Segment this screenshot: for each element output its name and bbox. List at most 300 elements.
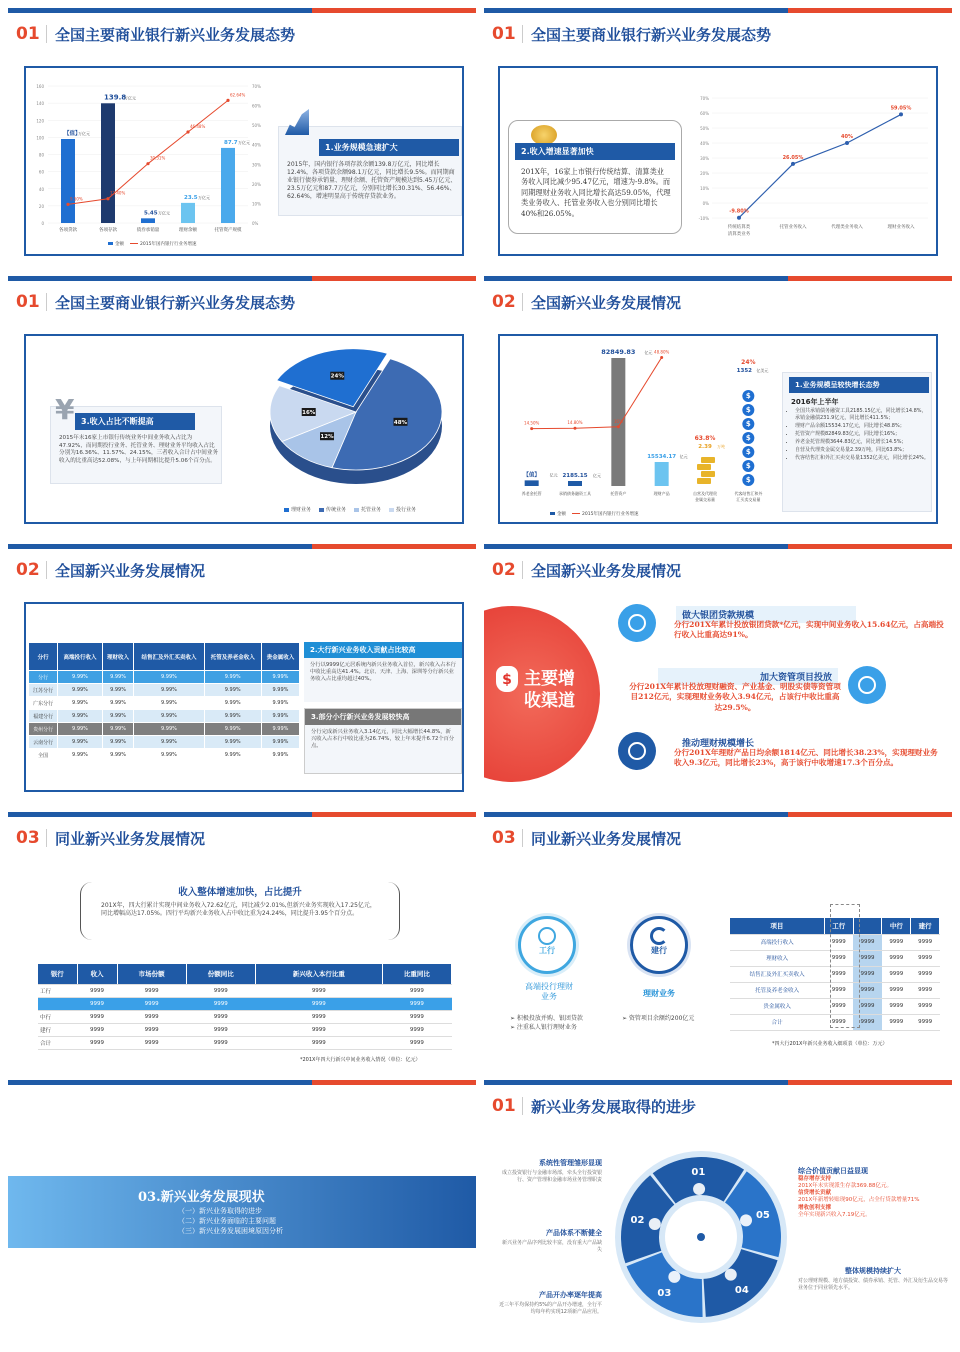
info-box [782, 372, 932, 512]
bullet-item: • 理财产品余额15534.17亿元，同比增长48.8%； [795, 423, 929, 430]
x-tick-line: 金属交易量 [695, 497, 715, 502]
data-label: 15534.17 [647, 454, 677, 461]
slide-title: 全国新兴业务发展情况 [55, 561, 206, 580]
box-text: 201X年，四大行累计实现中间业务收入72.62亿元，同比减少2.01%,但新兴业务实现收入17.25亿元，同比增幅高达17.05%。四行平均新兴业务收入占中收比重为24.24%，同比提升3.95个百分点。 [101, 902, 376, 918]
dollar-sign: $ [745, 448, 751, 456]
table-cell: 9.99% [134, 710, 204, 723]
data-label: -9.80% [729, 208, 749, 215]
table-cell: 9.99% [204, 723, 261, 736]
table-cell: 9999 [911, 950, 940, 966]
header-cell: 项目 [730, 918, 824, 934]
section-number: 03 [492, 828, 516, 848]
table-cell: 9.99% [261, 749, 299, 762]
x-tick-label: 传统结算类 [727, 225, 751, 230]
table-cell: 9.99% [58, 697, 102, 710]
table-row [29, 710, 300, 723]
table-cell: 9999 [882, 934, 911, 950]
y-tick-label: 140 [36, 101, 44, 107]
table-row [38, 1023, 452, 1036]
info-box [508, 120, 682, 234]
bullet-list [795, 408, 929, 463]
x-tick-label: 理财产品 [653, 491, 670, 496]
table-cell: 9999 [882, 998, 911, 1014]
top-bar [484, 544, 952, 549]
growth-point [66, 203, 69, 206]
growth-label: 62.64% [230, 92, 246, 98]
growth-point [617, 425, 620, 428]
slide-title: 全国主要商业银行新兴业务发展态势 [531, 25, 772, 44]
slide-5 [8, 544, 476, 796]
channel-text: 分行201X年累计投放银团贷款*亿元，实现中间业务收入15.64亿元，占高端投行收入比重高达91%。 [674, 620, 944, 640]
table-cell: 9999 [382, 1036, 451, 1049]
bullet-item: ➢ 资管项目余额约200亿元 [622, 1015, 695, 1022]
legend-label: 托管业务 [361, 507, 382, 513]
table-cell: 理财收入 [730, 950, 824, 966]
legend-item [354, 506, 381, 513]
section-banner [8, 1176, 476, 1248]
bullet-item: • 全国共承销债务融资工具2185.15亿元，同比增长14.8%，承销金融债231.9亿元，同比增长411.5%； [795, 408, 929, 422]
x-tick-label: 托管资产 [610, 491, 627, 496]
coin-icon [531, 125, 557, 145]
y-tick-label: 120 [36, 118, 44, 124]
content-frame [24, 334, 464, 524]
y-tick-label: -10% [698, 216, 709, 221]
y-tick-label: 10% [700, 186, 709, 191]
box-title: 收入整体增速加快，占比提升 [178, 887, 302, 898]
x-tick-label: 债券承销量 [136, 228, 160, 233]
box-title: 1.业务规模呈较快增长态势 [789, 377, 929, 393]
section-number: 01 [16, 24, 40, 44]
legend-swatch [284, 508, 289, 512]
gold-value: 2.39 [698, 444, 712, 450]
growth-label: 14.50% [524, 420, 540, 426]
y2-tick-label: 50% [252, 123, 261, 129]
table-cell: 9999 [911, 966, 940, 982]
banner-items [178, 1206, 283, 1236]
table-cell: 9.99% [102, 723, 134, 736]
table-row [38, 1010, 452, 1023]
slide-2 [484, 8, 952, 260]
yen-icon: ¥ [55, 393, 75, 426]
y-tick-label: 0 [41, 221, 44, 226]
slide-title: 全国新兴业务发展情况 [531, 293, 682, 312]
table-cell: 9999 [77, 1010, 117, 1023]
info-box-2 [304, 708, 462, 774]
x-tick-label [693, 490, 718, 502]
table-cell: 9999 [255, 1010, 382, 1023]
top-bar [8, 276, 476, 281]
content-frame [24, 66, 464, 256]
slice-label: 12% [320, 434, 334, 441]
table-cell: 9.99% [58, 710, 102, 723]
table-cell: 9999 [911, 982, 940, 998]
bank-circle-icbc [518, 916, 576, 974]
gold-unit: 万吨 [717, 444, 725, 449]
y2-tick-label: 0% [252, 221, 259, 226]
four-banks-table [38, 964, 452, 1050]
channel-title: 推动理财规模增长 [676, 734, 856, 751]
bullet-item: • 托管资产规模82849.83亿元，同比增长16%； [795, 431, 929, 438]
info-box [278, 126, 462, 216]
y2-tick-label: 40% [252, 142, 261, 148]
banner-item: （三）新兴业务发展困境原因分析 [178, 1227, 283, 1236]
table-cell: 9999 [186, 1023, 255, 1036]
table-cell: 9.99% [58, 671, 102, 684]
data-label: 2185.15 [562, 473, 588, 479]
point-line: 全年实现新兴收入7.19亿元。 [798, 1211, 871, 1218]
user-icon [618, 604, 656, 642]
channel-circle [484, 606, 600, 782]
data-label: 26.05% [782, 154, 804, 161]
dollar-sign: $ [745, 476, 751, 484]
section-number: 02 [16, 560, 40, 580]
table-cell: 9999 [117, 1036, 186, 1049]
table-cell: 9999 [255, 1036, 382, 1049]
table-cell: 9999 [382, 984, 451, 997]
header-cell: 贵金属收入 [261, 643, 299, 671]
table-cell: 福建分行 [29, 710, 58, 723]
bar [568, 481, 582, 486]
growth-line [739, 114, 901, 217]
slide-10 [484, 1080, 952, 1332]
progress-ring [606, 1142, 796, 1332]
legend-label: 金额 [115, 242, 124, 247]
point-title: 综合价值贡献日益显现 [798, 1166, 868, 1175]
table-row [29, 671, 300, 684]
table-cell: 9999 [882, 966, 911, 982]
bar [61, 139, 75, 223]
table-cell: 9999 [255, 997, 382, 1010]
data-unit: 万亿元 [158, 210, 170, 216]
branch-income-table [28, 642, 300, 762]
table-cell: 9999 [117, 997, 186, 1010]
gold-bar-icon [701, 471, 715, 477]
bullet-item: • 养老金托管规模3644.83亿元，同比增长14.5%； [795, 439, 929, 446]
gold-bar-icon [701, 457, 715, 463]
banner-title: 03.新兴业务发展现状 [138, 1190, 265, 1205]
x-tick-label: 代理类业务收入 [831, 225, 863, 230]
table-cell: 9999 [824, 966, 853, 982]
table-cell: 9999 [882, 950, 911, 966]
table-cell: 分行 [29, 671, 58, 684]
top-bar [484, 812, 952, 817]
legend-label: 2015年国内银行行业务增速 [582, 512, 639, 517]
header-cell: 比重同比 [382, 964, 451, 984]
point-text: 近三年平均保持约5%的产品开办增速，全行平均每年约实现12项新产品应用。 [499, 1302, 602, 1315]
legend-item [284, 506, 311, 513]
header-cell: 份额同比 [186, 964, 255, 984]
dollar-sign: $ [745, 434, 751, 442]
box-subtitle: 2016年上半年 [791, 398, 839, 406]
table-cell: 江苏分行 [29, 684, 58, 697]
content-frame [498, 66, 938, 256]
x-tick-label: 托管业务收入 [779, 225, 807, 230]
y-tick-label: 50% [700, 126, 709, 131]
table-cell: 9.99% [261, 684, 299, 697]
section-number: 03 [16, 828, 40, 848]
table-cell: 9.99% [102, 697, 134, 710]
x-tick-label: 清算类业务 [727, 232, 751, 237]
section-number: 02 [492, 560, 516, 580]
top-bar [8, 544, 476, 549]
table-cell: 9.99% [204, 736, 261, 749]
y2-tick-label: 20% [252, 181, 261, 187]
box-title: 3.部分小行新兴业务发展较快高 [305, 709, 461, 725]
slide-9 [8, 1080, 476, 1332]
data-point [791, 162, 795, 166]
table-cell: 9.99% [102, 671, 134, 684]
table-cell: 广东分行 [29, 697, 58, 710]
table-row [29, 697, 300, 710]
slide-title: 全国新兴业务发展情况 [531, 561, 682, 580]
segment-icon [693, 1183, 705, 1195]
table-cell: 9999 [382, 1023, 451, 1036]
header-cell: 新兴收入本行比重 [255, 964, 382, 984]
y2-tick-label: 30% [252, 162, 261, 168]
data-label: 23.5 [184, 194, 198, 201]
slice-label: 24% [330, 373, 344, 380]
data-unit: 万亿元 [238, 139, 250, 145]
table-cell: 全国 [29, 749, 58, 762]
y2-tick-label: 60% [252, 103, 261, 109]
x-tick-label: 理财余额 [179, 228, 197, 233]
header-cell: 结售汇及外汇买卖收入 [134, 643, 204, 671]
y-tick-label: 0% [702, 201, 709, 206]
channel-title: 加大资管项目投放 [658, 668, 838, 685]
x-tick-label: 托管资产规模 [214, 228, 242, 233]
table-cell: 9999 [911, 1014, 940, 1030]
table-cell: 9999 [911, 934, 940, 950]
box-text: 201X年，16家上市银行传统结算、清算类业务收入同比减少95.47亿元，增速为-9.8%。而同期理财业务收入同比增长高达59.05%，代理类业务收入、托管业务收入也分别同比增长40%和26.05%。 [521, 167, 671, 218]
bar [141, 218, 155, 223]
data-point [899, 112, 903, 116]
chart-growth-icon [285, 109, 309, 135]
left-point [498, 1290, 602, 1316]
table-cell: 工行 [38, 984, 77, 997]
table-cell: 9.99% [134, 671, 204, 684]
bank-name: 建行 [651, 946, 667, 955]
table-cell: 9999 [255, 1023, 382, 1036]
data-unit: 万亿元 [124, 95, 136, 101]
table-cell: 9.99% [204, 697, 261, 710]
gold-bar-icon [697, 464, 711, 470]
table-header-row [29, 643, 300, 671]
income-growth-line-chart [688, 68, 938, 256]
slice-label: 48% [393, 419, 408, 426]
table-cell: 9999 [77, 1023, 117, 1036]
legend-label: 金额 [557, 512, 566, 517]
channel-text: 分行201X年累计投放理财融资、产业基金、明股实债等资管项目212亿元，实现理财业务收入3.94亿元，占该行中收比重高达29.5%。 [629, 682, 841, 712]
table-cell: 9999 [853, 998, 882, 1014]
legend-swatch [550, 512, 555, 515]
table-cell: 9.99% [261, 736, 299, 749]
right-point [798, 1166, 948, 1219]
table-row [38, 997, 452, 1010]
section-number: 01 [492, 24, 516, 44]
table-cell: 9999 [824, 998, 853, 1014]
ccb-bullets [622, 1014, 694, 1023]
point-text: 对公理财规模、地方债投资、债券承销、托管、外汇及衍生品交易等业务位于同业领先水平。 [798, 1278, 949, 1291]
table-cell: 9999 [824, 950, 853, 966]
table-row [29, 749, 300, 762]
table-cell: 9.99% [102, 736, 134, 749]
table-cell: 9.99% [134, 723, 204, 736]
legend-swatch [354, 508, 359, 512]
x-tick-label: 养老金托管 [521, 491, 542, 496]
table-cell: 9.99% [134, 684, 204, 697]
legend-swatch [319, 508, 324, 512]
x-tick-line: 代客结售汇和外 [734, 491, 763, 496]
x-tick-line: 自营及代理贵 [693, 491, 717, 496]
growth-label: 46.48% [190, 124, 206, 130]
info-box [50, 393, 222, 484]
channel-title: 做大银团贷款规模 [676, 606, 856, 623]
table-cell: 9999 [77, 997, 117, 1010]
box-title: 2.大行新兴业务收入贡献占比较高 [304, 642, 462, 658]
box-title: 1.业务规模急速扩大 [319, 139, 459, 156]
slice-label: 16% [302, 410, 316, 417]
growth-point [186, 130, 189, 133]
segment-icon [740, 1214, 752, 1226]
table-row [38, 1036, 452, 1049]
growth-point [146, 162, 149, 165]
center-icon [697, 1233, 705, 1241]
table-cell: 9.99% [102, 749, 134, 762]
bullet-item: • 自营及代理贵金属交易量2.39万吨，同比63.8%； [795, 447, 929, 454]
data-label: 87.7 [224, 139, 238, 146]
x-tick-label: 各项存款 [99, 228, 117, 233]
legend-item [319, 506, 346, 513]
highlight-column [830, 904, 860, 1028]
table-cell: 9999 [853, 966, 882, 982]
table-cell: 中行 [38, 1010, 77, 1023]
table-cell: 9999 [824, 1014, 853, 1030]
slide-6 [484, 544, 952, 796]
left-point [498, 1158, 602, 1184]
header-cell: 托管及养老金收入 [204, 643, 261, 671]
banner-item: （一）新兴业务取得的进步 [178, 1207, 262, 1215]
header-cell: 市场份额 [117, 964, 186, 984]
left-point [498, 1228, 602, 1254]
segment-number: 04 [734, 1284, 749, 1296]
dollar-sign: $ [745, 392, 751, 400]
content-frame [24, 602, 464, 792]
table-cell: 9.99% [134, 697, 204, 710]
box-text: 分行完成新兴业务收入3.14亿元，同比大幅增长44.8%，新兴收入占本行中收比重为26.74%，较上年末提升6.72个百分点。 [311, 729, 455, 750]
table-cell: 9999 [911, 998, 940, 1014]
data-unit: 亿元 [644, 350, 653, 355]
table-cell: 9999 [186, 997, 255, 1010]
growth-line [532, 357, 662, 428]
table-row [29, 684, 300, 697]
coins-icon-glyph [858, 676, 876, 694]
icbc-bullets [510, 1014, 583, 1032]
bank-name: 工行 [539, 946, 555, 955]
table-cell [38, 997, 77, 1010]
box-text: 2015年末16家上市银行传统业务中间业务收入占比为47.92%，而同期投行业务、托管业务、理财业务平均收入占比分别为16.36%、11.57%、24.15%，三者收入合计占中间业务收入的比重高达52.08%，与上年同期相比提升5.06个百分点。 [59, 435, 219, 464]
slide-title: 新兴业务发展取得的进步 [531, 1097, 697, 1116]
table-cell: 云南分行 [29, 736, 58, 749]
x-tick-label: 各项贷款 [59, 228, 77, 233]
table-cell: 高端投行收入 [730, 934, 824, 950]
gold-growth: 63.8% [694, 435, 716, 442]
segment-number: 05 [755, 1210, 770, 1222]
y-tick-label: 160 [36, 84, 44, 89]
table-cell: 9999 [255, 984, 382, 997]
top-bar [8, 1080, 476, 1085]
money-bag-icon: $ [496, 666, 518, 692]
y-tick-label: 40 [38, 186, 44, 192]
data-label: 59.05% [890, 105, 912, 112]
business-scale-chart [500, 336, 776, 524]
table-cell: 9.99% [261, 710, 299, 723]
growth-bar-chart [26, 68, 276, 256]
x-tick-label: 承销债务融资工具 [559, 491, 591, 496]
segment-number: 02 [630, 1215, 645, 1227]
channel-item [618, 604, 948, 660]
table-cell: 9.99% [261, 697, 299, 710]
table-cell: 9999 [824, 982, 853, 998]
table-cell: 9.99% [261, 723, 299, 736]
point-line: 201X年新增转贴现90亿元，占全行贷款增量71% [798, 1197, 920, 1204]
table-cell: 9999 [186, 984, 255, 997]
bank-label: 理财业务 [643, 989, 675, 998]
data-label: 40% [841, 134, 853, 140]
point-line: 增收创利支撑 [798, 1204, 832, 1211]
segment-number: 03 [657, 1287, 672, 1299]
header-cell: 银行 [38, 964, 77, 984]
y-tick-label: 20 [38, 203, 44, 209]
segment-icon [649, 1218, 661, 1230]
segment-number: 01 [691, 1167, 706, 1179]
slide-title: 全国主要商业银行新兴业务发展态势 [55, 293, 296, 312]
y-tick-label: 100 [36, 135, 44, 141]
table-cell: 9999 [853, 1014, 882, 1030]
table-cell: 9999 [853, 934, 882, 950]
point-text: 成立投资银行与金融市场部，牵头全行投资银行、资产管理和金融市场业务管理职责 [501, 1170, 602, 1183]
coins-icon [848, 666, 886, 704]
table-row [29, 723, 300, 736]
point-line: 201X年末实现派生存款369.88亿元。 [798, 1183, 893, 1190]
header-cell: 建行 [911, 918, 940, 934]
dollar-sign: $ [745, 420, 751, 428]
box-text: 分行以9999亿元居系统内新兴业务收入首位，新兴收入占本行中收比重高达41.4%。北京、天津、上海、深圳等分行新兴业务收入占比重均超过40%。 [310, 662, 456, 683]
channel-item [618, 666, 948, 722]
bar [101, 103, 115, 223]
table-cell: 贵州分行 [29, 723, 58, 736]
table-cell: 9999 [186, 1010, 255, 1023]
ccb-logo-icon [650, 927, 668, 945]
table-cell: 9.99% [204, 710, 261, 723]
point-line: 信贷增长贡献 [798, 1190, 832, 1197]
table-cell: 托管及养老金收入 [730, 982, 824, 998]
table-note: *201X年四大行新兴中间业务收入情况（单位：亿元） [300, 1057, 421, 1063]
point-title: 系统性管理雏形显现 [539, 1158, 602, 1167]
header-cell: 高端投行收入 [58, 643, 102, 671]
table-cell: 9999 [882, 982, 911, 998]
y2-tick-label: 10% [252, 201, 261, 207]
table-cell: 9.99% [261, 671, 299, 684]
bar [181, 203, 195, 223]
table-cell: 9.99% [134, 749, 204, 762]
table-cell: 9999 [117, 1010, 186, 1023]
income-share-pie-chart [256, 342, 456, 512]
growth-label: 16% [613, 418, 623, 424]
data-unit: 亿元 [593, 473, 601, 478]
table-cell: 9.99% [204, 684, 261, 697]
bank-circle-ccb [630, 916, 688, 974]
box-text: 2015年，国内银行各项存款余额139.8万亿元，同比增长12.4%，各项贷款余额98.1万亿元，同比增长9.5%。而同期商业银行债券承销量、理财余额、托管资产规模达到5.45万亿元、23.5万亿元和87.7万亿元，分别同比增长30.31%、56.46%、62.64%，增速明显高于传统存贷款业务。 [287, 161, 457, 201]
